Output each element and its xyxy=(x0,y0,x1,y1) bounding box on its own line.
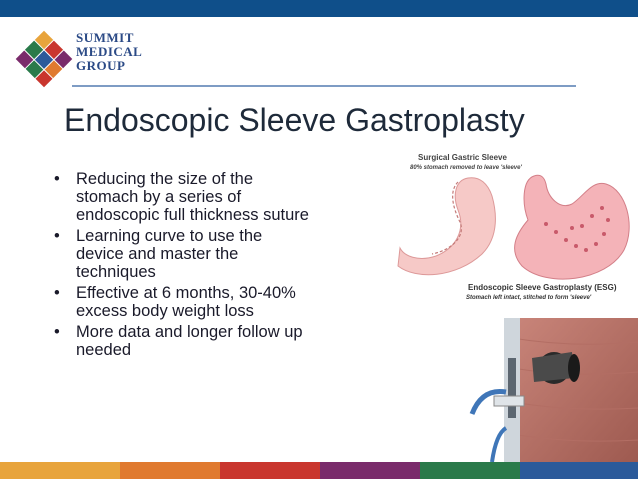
bullet-dot: • xyxy=(54,284,60,302)
figure1-subcaption: 80% stomach removed to leave 'sleeve' xyxy=(410,165,522,171)
logo-line-1: SUMMIT xyxy=(76,30,134,45)
header-rule xyxy=(72,85,576,87)
bullet-text: Effective at 6 months, 30-40% excess body weight loss xyxy=(76,284,296,320)
endoscope-photo xyxy=(462,318,638,462)
stomach-illustration xyxy=(396,170,636,290)
bottom-bar-segment xyxy=(0,462,120,479)
bullet-text: Learning curve to use the device and master the techniques xyxy=(76,227,263,281)
bullet-dot: • xyxy=(54,323,60,341)
bottom-color-bar xyxy=(0,462,638,479)
logo-line-3: GROUP xyxy=(76,58,126,73)
logo-line-2: MEDICAL xyxy=(76,44,143,59)
bottom-bar-segment xyxy=(220,462,320,479)
bottom-bar-segment xyxy=(520,462,638,479)
logo-text xyxy=(76,31,142,73)
bullet-item xyxy=(52,323,314,359)
bullet-item xyxy=(52,284,314,320)
bottom-bar-segment xyxy=(420,462,520,479)
top-bar xyxy=(0,0,638,17)
bullet-list xyxy=(52,170,314,362)
bullet-dot: • xyxy=(54,227,60,245)
bottom-bar-segment xyxy=(320,462,420,479)
bullet-item xyxy=(52,227,314,281)
bullet-dot: • xyxy=(54,170,60,188)
bullet-text: More data and longer follow up needed xyxy=(76,323,303,359)
figure2-caption: Endoscopic Sleeve Gastroplasty (ESG) xyxy=(468,283,617,292)
bullet-text: Reducing the size of the stomach by a series of endoscopic full thickness suture xyxy=(76,170,309,224)
slide-title: Endoscopic Sleeve Gastroplasty xyxy=(64,102,525,138)
bullet-item xyxy=(52,170,314,224)
bottom-bar-segment xyxy=(120,462,220,479)
figure1-caption: Surgical Gastric Sleeve xyxy=(418,153,507,162)
figure2-subcaption: Stomach left intact, stitched to form 'sleeve' xyxy=(466,295,592,301)
